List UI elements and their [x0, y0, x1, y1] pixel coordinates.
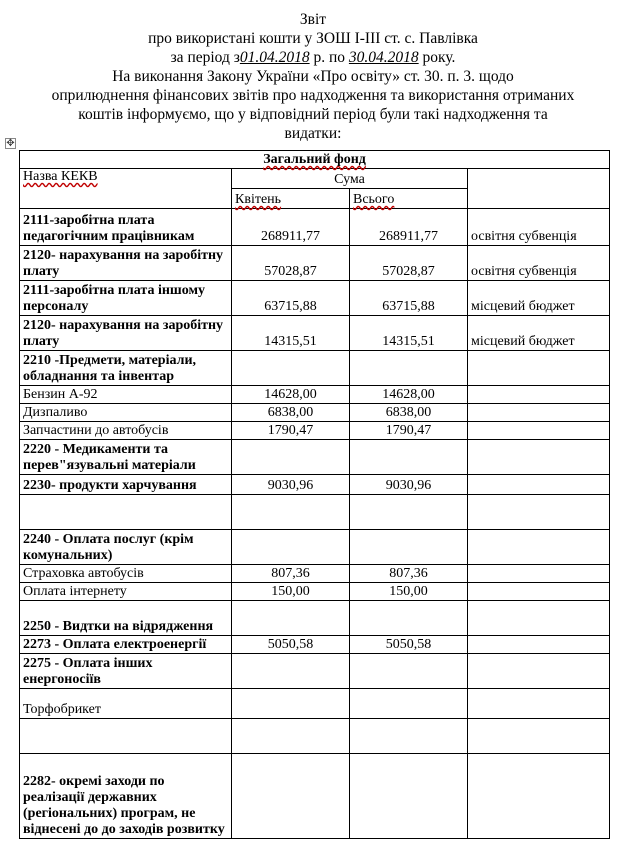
april-amount-cell — [232, 719, 350, 754]
table-row — [20, 495, 610, 530]
total-amount-cell — [350, 440, 468, 475]
april-amount-cell — [232, 530, 350, 565]
april-amount-cell: 6838,00 — [232, 404, 350, 422]
table-row — [20, 583, 610, 601]
table-row — [20, 316, 610, 351]
table-row — [20, 281, 610, 316]
funding-source-cell — [468, 495, 610, 530]
table-row — [20, 386, 610, 404]
col-name-header: Назва КЕКВ — [20, 169, 232, 209]
total-amount-cell — [350, 351, 468, 386]
funding-source-cell — [468, 475, 610, 495]
april-amount-cell: 150,00 — [232, 583, 350, 601]
april-amount-cell — [232, 440, 350, 475]
kekv-name-cell: 2240 - Оплата послуг (крім комунальних) — [20, 530, 232, 565]
funding-source-cell — [468, 719, 610, 754]
table-row — [20, 209, 610, 246]
april-amount-cell: 14315,51 — [232, 316, 350, 351]
table-row — [20, 351, 610, 386]
kekv-name-cell: 2111-заробітна плата педагогічним працівникам — [20, 209, 232, 246]
kekv-name-cell: 2111-заробітна плата іншому персоналу — [20, 281, 232, 316]
total-amount-cell — [350, 719, 468, 754]
total-amount-cell: 57028,87 — [350, 246, 468, 281]
kekv-name-cell: 2220 - Медикаменти та перев"язувальні матеріали — [20, 440, 232, 475]
funding-source-cell — [468, 386, 610, 404]
table-row — [20, 475, 610, 495]
table-row — [20, 404, 610, 422]
total-amount-cell — [350, 754, 468, 839]
total-amount-cell — [350, 530, 468, 565]
funding-source-cell — [468, 404, 610, 422]
funding-source-cell — [468, 583, 610, 601]
table-row — [20, 530, 610, 565]
col-source-header — [468, 169, 610, 209]
total-amount-cell: 6838,00 — [350, 404, 468, 422]
kekv-name-cell: 2230- продукти харчування — [20, 475, 232, 495]
april-amount-cell — [232, 495, 350, 530]
april-amount-cell: 5050,58 — [232, 636, 350, 654]
table-row — [20, 719, 610, 754]
report-period — [0, 48, 626, 67]
kekv-name-cell: Оплата інтернету — [20, 583, 232, 601]
kekv-name-cell: Страховка автобусів — [20, 565, 232, 583]
table-row — [20, 689, 610, 719]
intro-line-1: На виконання Закону України «Про освіту» ст. 30. п. 3. щодо — [112, 68, 514, 85]
total-amount-cell: 268911,77 — [350, 209, 468, 246]
funding-source-cell: освітня субвенція — [468, 246, 610, 281]
funding-source-cell — [468, 636, 610, 654]
table-row — [20, 601, 610, 636]
april-amount-cell: 9030,96 — [232, 475, 350, 495]
funding-source-cell — [468, 351, 610, 386]
report-table — [19, 150, 610, 839]
kekv-name-cell: 2120- нарахування на заробітну плату — [20, 316, 232, 351]
funding-source-cell — [468, 422, 610, 440]
kekv-name-cell: Дизпаливо — [20, 404, 232, 422]
kekv-name-cell: Торфобрикет — [20, 689, 232, 719]
april-amount-cell: 268911,77 — [232, 209, 350, 246]
kekv-name-cell: 2120- нарахування на заробітну плату — [20, 246, 232, 281]
report-subtitle: про використані кошти у ЗОШ І-ІІІ ст. с. Павлівка — [148, 30, 478, 47]
april-amount-cell: 807,36 — [232, 565, 350, 583]
period-to: 30.04.2018 — [348, 49, 419, 66]
funding-source-cell — [468, 689, 610, 719]
table-row — [20, 440, 610, 475]
kekv-name-cell — [20, 719, 232, 754]
funding-source-cell: місцевий бюджет — [468, 281, 610, 316]
total-amount-cell: 5050,58 — [350, 636, 468, 654]
funding-source-cell — [468, 754, 610, 839]
table-row — [20, 754, 610, 839]
intro-line-3: коштів інформуємо, що у відповідний період були такі надходження та — [78, 106, 548, 123]
total-amount-cell: 1790,47 — [350, 422, 468, 440]
move-handle-icon[interactable]: ✥ — [6, 138, 15, 149]
total-amount-cell: 9030,96 — [350, 475, 468, 495]
period-prefix: за період з — [170, 49, 240, 66]
kekv-name-cell: Бензин А-92 — [20, 386, 232, 404]
total-amount-cell: 150,00 — [350, 583, 468, 601]
kekv-name-cell: 2273 - Оплата електроенергії — [20, 636, 232, 654]
funding-source-cell — [468, 601, 610, 636]
period-mid: р. по — [309, 49, 349, 66]
funding-source-cell — [468, 654, 610, 689]
april-amount-cell: 14628,00 — [232, 386, 350, 404]
intro-line-2: оприлюднення фінансових звітів про надходження та використання отриманих — [51, 87, 575, 104]
kekv-name-cell: 2275 - Оплата інших енергоносіїв — [20, 654, 232, 689]
report-title: Звіт — [299, 11, 327, 28]
april-amount-cell: 63715,88 — [232, 281, 350, 316]
fund-title-row — [20, 151, 610, 169]
col-april-header: Квітень — [232, 189, 350, 209]
funding-source-cell — [468, 565, 610, 583]
header-row — [20, 169, 610, 189]
kekv-name-cell: 2282- окремі заходи по реалізації державних (регіональних) програм, не віднесені до до заходів розвитку — [20, 754, 232, 839]
funding-source-cell: освітня субвенція — [468, 209, 610, 246]
total-amount-cell: 63715,88 — [350, 281, 468, 316]
table-row — [20, 654, 610, 689]
total-amount-cell — [350, 689, 468, 719]
col-sum-header: Сума — [232, 169, 468, 189]
report-header — [0, 10, 626, 143]
total-amount-cell — [350, 654, 468, 689]
funding-source-cell — [468, 530, 610, 565]
table-row — [20, 565, 610, 583]
april-amount-cell: 57028,87 — [232, 246, 350, 281]
april-amount-cell — [232, 351, 350, 386]
table-row — [20, 636, 610, 654]
kekv-name-cell: Запчастини до автобусів — [20, 422, 232, 440]
kekv-name-cell: 2210 -Предмети, матеріали, обладнання та інвентар — [20, 351, 232, 386]
total-amount-cell — [350, 495, 468, 530]
intro-line-4: видатки: — [284, 125, 342, 142]
funding-source-cell: місцевий бюджет — [468, 316, 610, 351]
total-amount-cell: 14628,00 — [350, 386, 468, 404]
april-amount-cell — [232, 654, 350, 689]
total-amount-cell — [350, 601, 468, 636]
april-amount-cell: 1790,47 — [232, 422, 350, 440]
april-amount-cell — [232, 601, 350, 636]
april-amount-cell — [232, 754, 350, 839]
total-amount-cell: 807,36 — [350, 565, 468, 583]
april-amount-cell — [232, 689, 350, 719]
period-from: 01.04.2018 — [239, 49, 310, 66]
period-suffix: року. — [418, 49, 456, 66]
fund-title: Загальний фонд — [20, 151, 610, 169]
funding-source-cell — [468, 440, 610, 475]
total-amount-cell: 14315,51 — [350, 316, 468, 351]
kekv-name-cell — [20, 495, 232, 530]
col-total-header: Всього — [350, 189, 468, 209]
table-row — [20, 246, 610, 281]
kekv-name-cell: 2250 - Видтки на відрядження — [20, 601, 232, 636]
table-row — [20, 422, 610, 440]
